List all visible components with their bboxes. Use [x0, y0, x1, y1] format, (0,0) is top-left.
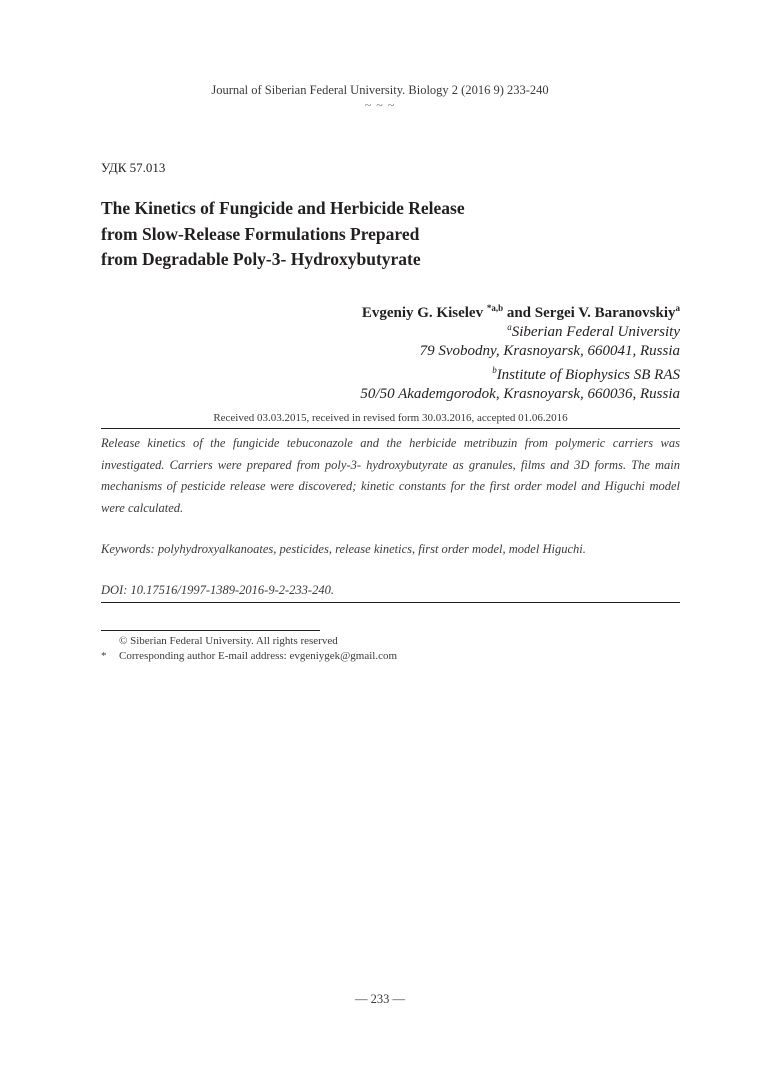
affiliation-a-name: [360, 318, 680, 342]
article-title: [101, 196, 661, 273]
title-line-2: from Slow-Release Formulations Prepared: [101, 223, 420, 244]
affiliations: [360, 318, 680, 404]
abstract-top-divider: [101, 428, 680, 429]
title-line-3: from Degradable Poly-3- Hydroxybutyrate: [101, 249, 421, 269]
page-number: — 233 —: [355, 992, 405, 1006]
footnote-corresponding-text: Corresponding author E-mail address: evgeniygek@gmail.com: [119, 650, 398, 662]
affiliation-b-mark: b: [492, 365, 497, 375]
affiliation-b-address: 50/50 Akademgorodok, Krasnoyarsk, 660036, Russia: [360, 386, 680, 402]
footnote-corresponding: [101, 649, 397, 664]
abstract-text: Release kinetics of the fungicide tebuconazole and the herbicide metribuzin from polymeric carriers was investigated. Carriers were prepared from poly-3- hydroxybutyrate as granules, films and 3D forms. The main mechanisms of pesticide release were discovered; kinetic constants for the first order model and Higuchi model were calculated.: [101, 436, 680, 515]
author-1-name: Evgeniy G. Kiselev: [361, 305, 487, 321]
affiliation-a-mark: a: [507, 322, 512, 332]
title-line-1: The Kinetics of Fungicide and Herbicide Release: [101, 198, 465, 218]
udk-code: УДК 57.013: [101, 160, 166, 175]
journal-ornament: ~ ~ ~: [364, 98, 396, 112]
footnote-copyright-text: © Siberian Federal University. All rights reserved: [119, 635, 338, 647]
affiliation-a-name-text: Siberian Federal University: [511, 324, 680, 340]
affiliation-b-name-text: Institute of Biophysics SB RAS: [496, 367, 680, 383]
footnote-asterisk: *: [101, 650, 107, 662]
received-dates: Received 03.03.2015, received in revised form 30.03.2016, accepted 01.06.2016: [213, 412, 568, 424]
affiliation-b-name: [360, 361, 680, 385]
author-connector: and: [503, 305, 535, 321]
author-1-affiliation-mark: *a,b: [486, 303, 504, 313]
footnote-copyright: [101, 634, 397, 649]
journal-header: Journal of Siberian Federal University. Biology 2 (2016 9) 233-240: [211, 83, 549, 97]
footnotes: [101, 634, 397, 664]
doi: DOI: 10.17516/1997-1389-2016-9-2-233-240.: [101, 583, 334, 597]
footnote-divider: [101, 630, 320, 631]
author-2-affiliation-mark: a: [675, 303, 680, 313]
author-2-name: Sergei V. Baranovskiy: [534, 305, 676, 321]
keywords: Keywords: polyhydroxyalkanoates, pesticides, release kinetics, first order model, model Higuchi.: [101, 542, 586, 556]
abstract-bottom-divider: [101, 602, 680, 603]
affiliation-a-address: 79 Svobodny, Krasnoyarsk, 660041, Russia: [419, 343, 680, 359]
